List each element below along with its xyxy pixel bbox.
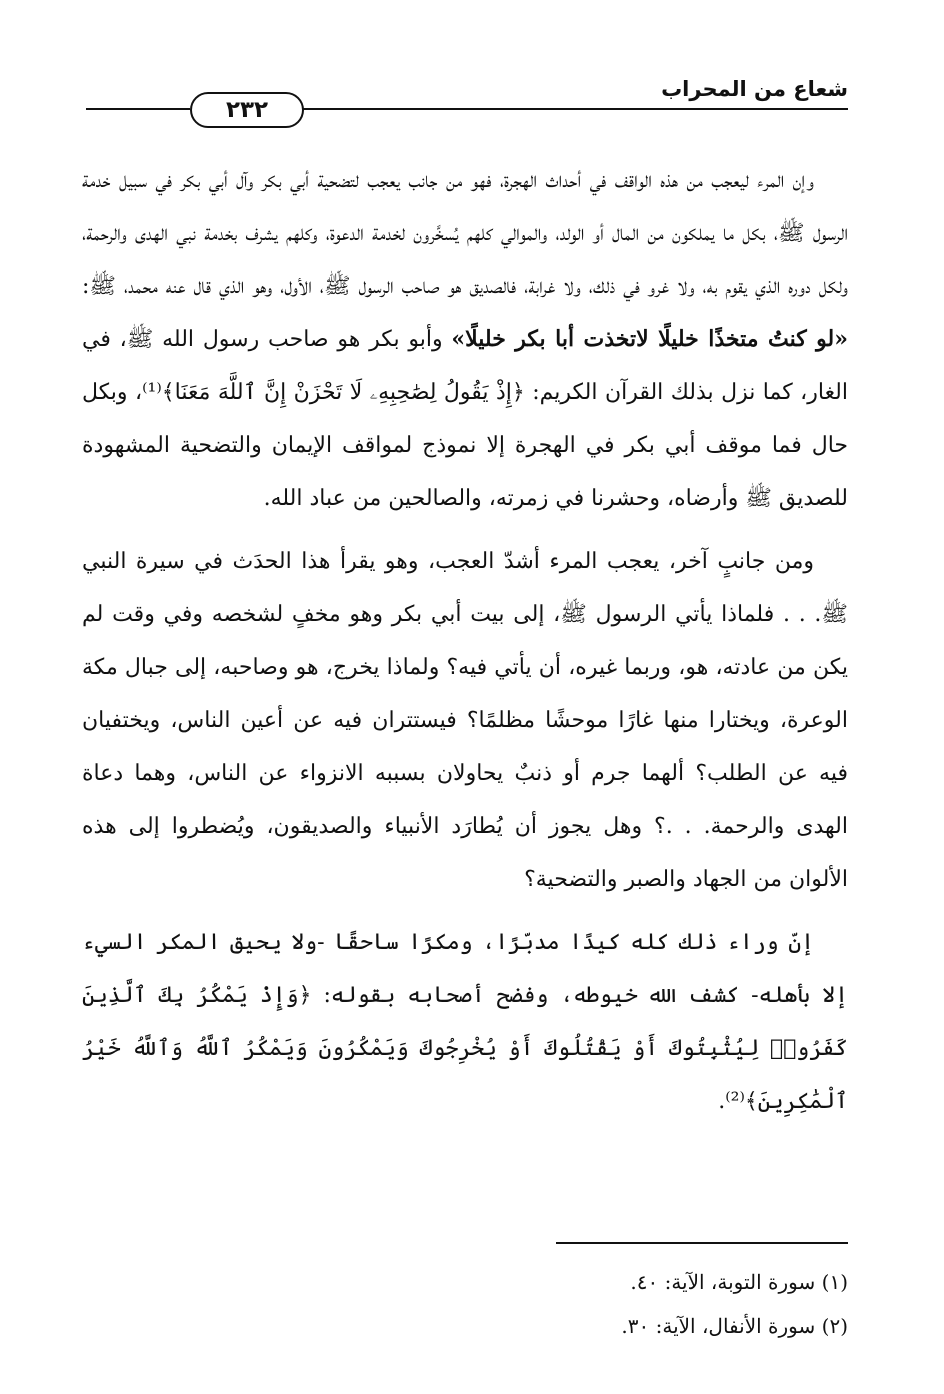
header-rule <box>254 108 848 110</box>
paragraph-3-text: إنّ وراء ذلك كله كيدًا مدبّرًا، ومكرًا ساحقًا -ولا يحيق المكر السيء إلا بأهله- كشف الله خيوطه، وفضح أصحابه بقوله: ﴿وَإِذْ يَمْكُرُ بِكَ ٱلَّذِينَ كَفَرُوا۟ لِيُثْبِتُوكَ أَوْ يَقْتُلُوكَ أَوْ يُخْرِجُوكَ وَيَمْكُرُونَ وَيَمْكُرُ ٱللَّهُ وَٱللَّهُ خَيْرُ ٱلْمَٰكِرِينَ﴾⁽²⁾. <box>82 930 848 1114</box>
footnote-separator <box>556 1242 848 1244</box>
header-rule-left <box>86 108 190 110</box>
footnote-2: (٢) سورة الأنفال، الآية: ٣٠. <box>621 1314 848 1338</box>
footnote-1: (١) سورة التوبة، الآية: ٤٠. <box>630 1270 848 1294</box>
paragraph-1 <box>82 154 848 525</box>
paragraph-3 <box>82 916 848 1128</box>
running-header-title: شعاع من المحراب <box>661 77 848 101</box>
paragraph-2-text: ومن جانبٍ آخر، يعجب المرء أشدّ العجب، وهو يقرأ هذا الحدَث في سيرة النبي ﷺ. . . فلماذا يأتي الرسول ﷺ، إلى بيت أبي بكر وهو مخفٍ لشخصه وفي وقت لم يكن من عادته، هو، وربما غيره، أن يأتي فيه؟ ولماذا يخرج، هو وصاحبه، إلى جبال مكة الوعرة، ويختارا منها غارًا موحشًا مظلمًا؟ فيستتران فيه عن أعين الناس، ويختفيان فيه عن الطلب؟ ألهما جرم أو ذنبٌ يحاولان بسببه الانزواء عن الناس، وهما دعاة الهدى والرحمة. . .؟ وهل يجوز أن يُطارَد الأنبياء والصديقون، ويُضطروا إلى هذه الألوان من الجهاد والصبر والتضحية؟ <box>82 549 848 892</box>
paragraph-1-text-b: وأبو بكر هو صاحب رسول الله ﷺ، في الغار، كما نزل بذلك القرآن الكريم: ﴿إِذْ يَقُولُ لِصَٰحِبِهِۦ لَا تَحْزَنْ إِنَّ ٱللَّهَ مَعَنَا﴾⁽¹⁾، وبكل حال فما موقف أبي بكر في الهجرة إلا نموذج لمواقف الإيمان والتضحية المشهودة للصديق ﷺ وأرضاه، وحشرنا في زمرته، والصالحين من عباد الله. <box>82 327 848 511</box>
footnotes <box>82 1260 848 1348</box>
paragraph-1-text-a: وإن المرء ليعجب من هذه الواقف في أحداث الهجرة، فهو من جانب يعجب لتضحية أبي بكر وآل أبي بكر في سبيل خدمة الرسول ﷺ، بكل ما يملكون من المال أو الولد، والموالي كلهم يُسخَّرون لخدمة الدعوة، وكلهم يشرف بخدمة نبي الهدى والرحمة، ولكل دوره الذي يقوم به، ولا غرو في ذلك، ولا غرابة، فالصديق هو صاحب الرسول ﷺ، الأول، وهو الذي قال عنه محمد، ﷺ: <box>82 168 848 299</box>
main-body-text <box>82 154 848 1128</box>
hadith-quote: «لو كنتُ متخذًا خليلًا لاتخذت أبا بكر خليلًا» <box>451 326 848 352</box>
page-number-badge: ٢٣٢ <box>190 92 304 128</box>
paragraph-2 <box>82 535 848 906</box>
